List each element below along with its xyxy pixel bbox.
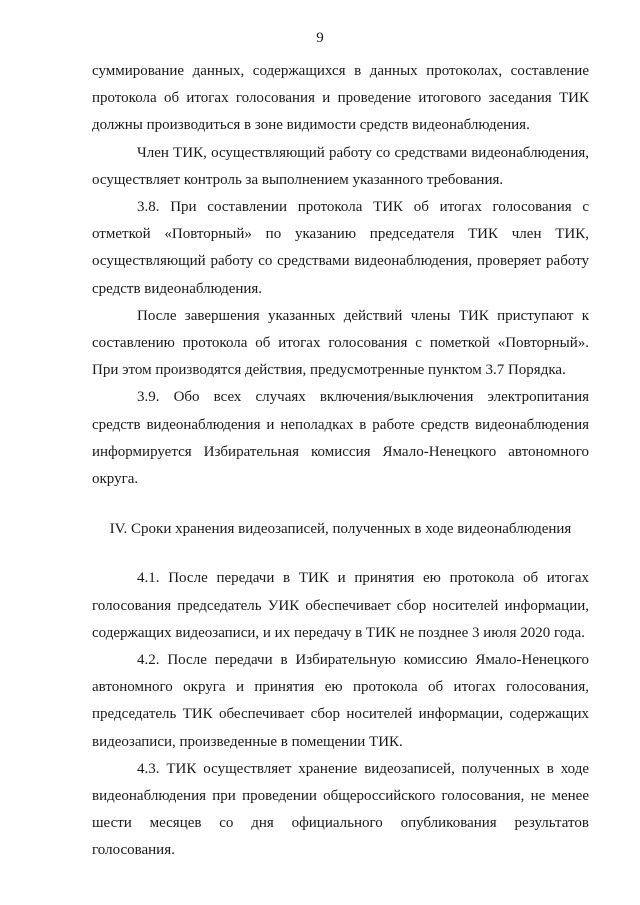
section-heading-iv: IV. Сроки хранения видеозаписей, полученных в ходе видеонаблюдения [109, 521, 572, 538]
page-number: 9 [316, 30, 324, 46]
paragraph-4-1: 4.1. После передачи в ТИК и принятия ею протокола об итогах голосования председатель УИК обеспечивает сбор носителей информации, содержащих видеозаписи, и их передачу в ТИК не позднее 3 июля 2020 года. [92, 570, 589, 641]
document-body [92, 58, 589, 865]
paragraph-after-actions: После завершения указанных действий члены ТИК приступают к составлению протокола об итогах голосования с пометкой «Повторный». При этом производятся действия, предусмотренные пунктом 3.7 Порядка. [92, 307, 589, 379]
paragraph-4-3: 4.3. ТИК осуществляет хранение видеозаписей, полученных в ходе видеонаблюдения при проведении общероссийского голосования, не менее шести месяцев со дня официального опубликования результатов голосования. [92, 760, 589, 859]
paragraph-continuation: суммирование данных, содержащихся в данных протоколах, составление протокола об итогах голосования и проведение итогового заседания ТИК должны производиться в зоне видимости средств видеонаблюдения. [92, 63, 589, 134]
paragraph-member-control: Член ТИК, осуществляющий работу со средствами видеонаблюдения, осуществляет контроль за выполнением указанного требования. [92, 144, 589, 188]
paragraph-3-8: 3.8. При составлении протокола ТИК об итогах голосования с отметкой «Повторный» по указанию председателя ТИК член ТИК, осуществляющий работу со средствами видеонаблюдения, проверяет работу средств видеонаблюдения. [92, 199, 589, 297]
paragraph-3-9: 3.9. Обо всех случаях включения/выключения электропитания средств видеонаблюдения и неполадках в работе средств видеонаблюдения информируется Избирательная комиссия Ямало-Ненецкого автономного округа. [92, 389, 589, 488]
paragraph-4-2: 4.2. После передачи в Избирательную комиссию Ямало-Ненецкого автономного округа и принятия ею протокола об итогах голосования, председатель ТИК обеспечивает сбор носителей информации, содержащих видеозаписи, произведенные в помещении ТИК. [92, 652, 589, 750]
